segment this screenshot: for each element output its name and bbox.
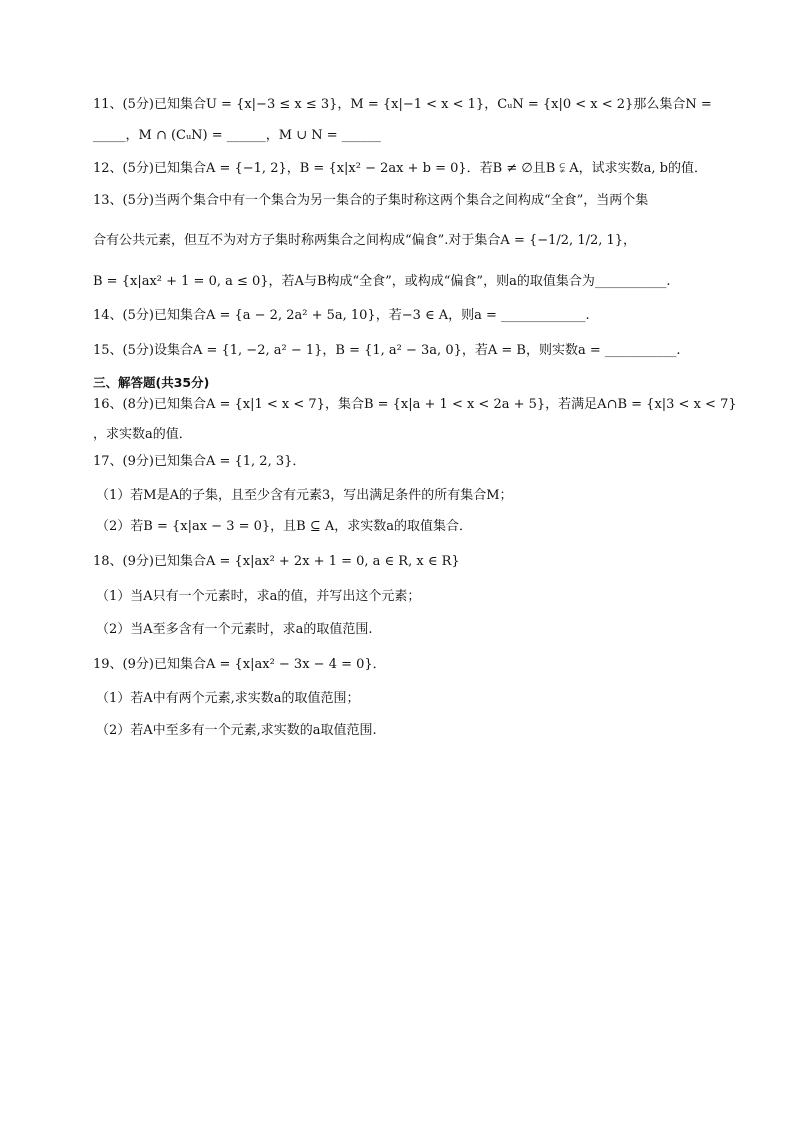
question-18-part-2: （2）当A至多含有一个元素时，求a的取值范围. bbox=[96, 622, 373, 637]
question-16-line-2: ，求实数a的值． bbox=[93, 427, 192, 442]
question-19-part-1: （1）若A中有两个元素,求实数a的取值范围； bbox=[96, 691, 360, 706]
question-17-stem: 17、(9分)已知集合A = {1, 2, 3}． bbox=[93, 454, 306, 469]
question-17-part-2: （2）若B = {x|ax − 3 = 0}，且B ⊆ A，求实数a的取值集合． bbox=[96, 519, 473, 534]
section-heading-answers: 三、解答题(共35分) bbox=[93, 375, 210, 390]
question-19-stem: 19、(9分)已知集合A = {x|ax² − 3x − 4 = 0}． bbox=[93, 657, 386, 672]
question-16-line-1: 16、(8分)已知集合A = {x|1 < x < 7}，集合B = {x|a + 1 < x < 2a + 5}，若满足A∩B = {x|3 < x < 7} bbox=[93, 397, 737, 412]
question-17-part-1: （1）若M是A的子集，且至少含有元素3，写出满足条件的所有集合M； bbox=[96, 488, 513, 503]
question-11-line-1: 11、(5分)已知集合U = {x|−3 ≤ x ≤ 3}，M = {x|−1 < x < 1}，CᵤN = {x|0 < x < 2}那么集合N = bbox=[93, 97, 712, 112]
question-18-stem: 18、(9分)已知集合A = {x|ax² + 2x + 1 = 0, a ∈ R, x ∈ R} bbox=[93, 554, 460, 569]
question-19-part-2: （2）若A中至多有一个元素,求实数的a取值范围. bbox=[96, 723, 377, 738]
question-18-part-1: （1）当A只有一个元素时，求a的值，并写出这个元素； bbox=[96, 589, 421, 604]
question-11-line-2: _____，M ∩ (CᵤN) = ______，M ∪ N = ______ bbox=[93, 128, 381, 143]
question-15: 15、(5分)设集合A = {1, −2, a² − 1}，B = {1, a² − 3a, 0}，若A = B，则实数a = ___________. bbox=[93, 343, 681, 358]
question-13-line-2: 合有公共元素，但互不为对方子集时称两集合之间构成“偏食”.对于集合A = {−1/2, 1/2, 1}， bbox=[93, 233, 637, 248]
question-12: 12、(5分)已知集合A = {−1, 2}，B = {x|x² − 2ax + b = 0}．若B ≠ ∅且B ⫋ A，试求实数a, b的值． bbox=[93, 161, 707, 176]
question-14: 14、(5分)已知集合A = {a − 2, 2a² + 5a, 10}，若−3 ∈ A，则a = _____________. bbox=[93, 308, 590, 323]
question-13-line-3: B = {x|ax² + 1 = 0, a ≤ 0}，若A与B构成“全食”，或构成“偏食”，则a的取值集合为___________. bbox=[93, 274, 671, 289]
question-13-line-1: 13、(5分)当两个集合中有一个集合为另一集合的子集时称这两个集合之间构成“全食”，当两个集 bbox=[93, 193, 649, 208]
